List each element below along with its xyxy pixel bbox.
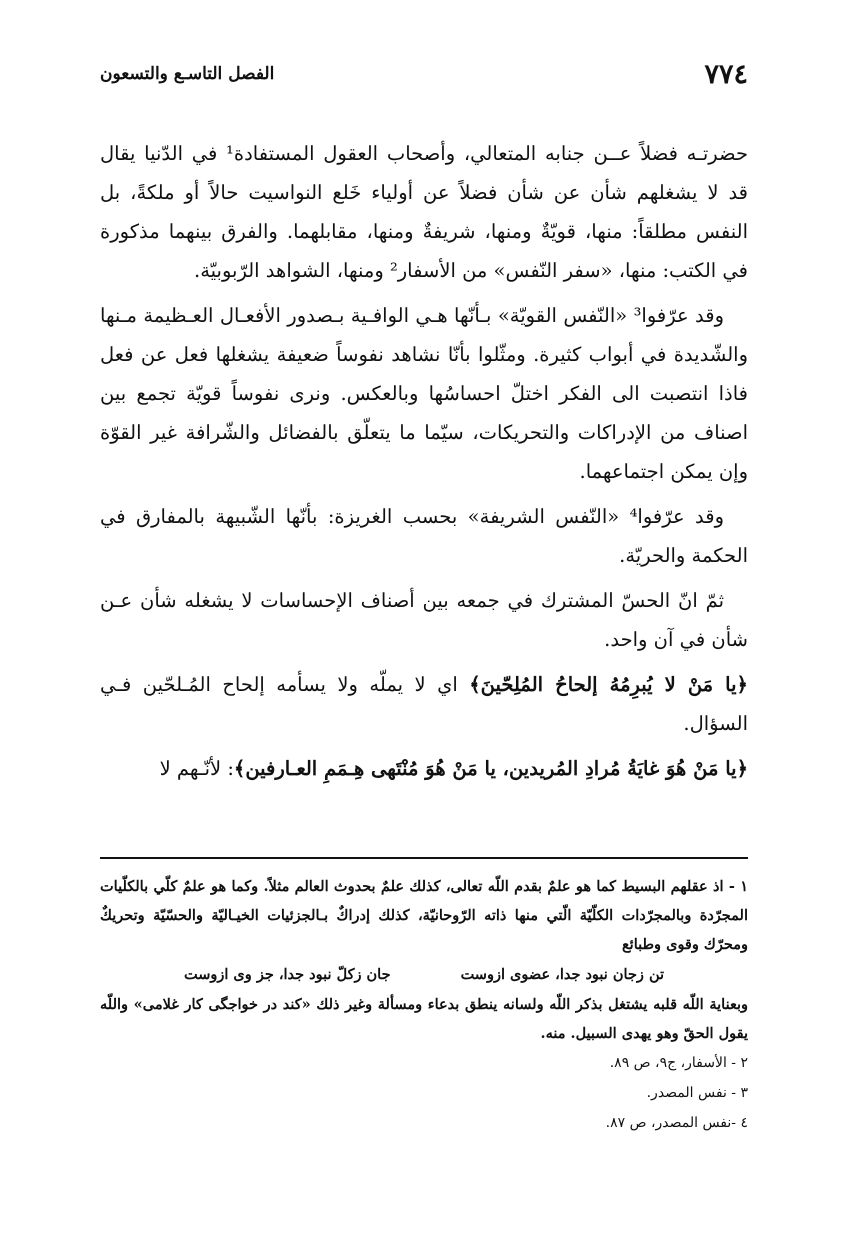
paragraph-1: حضرتـه فضلاً عــن جنابه المتعالي، وأصحاب العقول المستفادة¹ في الدّنيا يقال قد لا يشغلهم شأن عن شأن فضلاً عن أولياء خَلع النواسيت حالاً أو ملكةً، بل النفس مطلقاً: منها، قويّةٌ ومنها، شريفةٌ ومنها، مقابلهما. والفرق بينهما مذكورة في الكتب: منها، «سفر النّفس» من الأسفار² ومنها، الشواهد الرّبوبيّة. bbox=[100, 142, 749, 282]
paragraph-6 bbox=[100, 749, 748, 788]
paragraph-6-commentary: : لأنّـهم لا bbox=[159, 757, 234, 780]
footnote-3: ٣ - نفس المصدر. bbox=[646, 1085, 748, 1101]
quranic-quote-1: ﴿يا مَنْ لا يُبرِمُهُ إلحاحُ المُلِحّينَ﴾ bbox=[469, 673, 748, 696]
paragraph-5-commentary: اي لا يملّه ولا يسأمه إلحاح المُـلحّين فـي السؤال. bbox=[100, 673, 748, 735]
paragraph-2: وقد عرّفوا³ «النّفس القويّة» بـأنّها هـي الوافـية بـصدور الأفعـال العـظيمة مـنها والشّديدة في أبواب كثيرة. ومثّلوا بأنّا نشاهد نفوساً ضعيفة يشغلها فعل عن فعل فاذا انتصبت الى الفكر اختلّ احساسُها وبالعكس. ونرى نفوساً قويّة تجمع بين اصناف من الإدراكات والتحريكات، سيّما ما يتعلّق بالفضائل والشّرافة غير القوّة وإن يمكن اجتماعهما. bbox=[100, 304, 748, 483]
main-text bbox=[100, 134, 748, 794]
quranic-quote-2: ﴿يا مَنْ هُوَ غايَةُ مُرادِ المُريدين، يا مَنْ هُوَ مُنْتَهى هِـمَمِ العـارفين﴾ bbox=[233, 757, 748, 780]
verse-hemistich-left: جان زكلّ نبود جدا، جز وى ازوست bbox=[183, 966, 391, 983]
verse-hemistich-right: تن زجان نبود جدا، عضوى ازوست bbox=[460, 966, 665, 983]
footnotes bbox=[100, 872, 748, 1138]
paragraph-4: ثمّ انّ الحسّ المشترك في جمعه بين أصناف الإحساسات لا يشغله شأن عـن شأن في آن واحد. bbox=[100, 589, 748, 651]
chapter-title: الفصل التاسـع والتسعون bbox=[100, 64, 275, 84]
footnote-1-continued: وبعناية اللّه قلبه يشتغل بذكر اللّه ولسانه ينطق بدعاء ومسألة وغير ذلك «كند در خواجگى كار غلامى» واللّه يقول الحقّ وهو يهدى السبيل. منه. bbox=[100, 996, 748, 1042]
persian-verse bbox=[100, 959, 748, 990]
paragraph-5 bbox=[100, 665, 748, 743]
paragraph-3: وقد عرّفوا⁴ «النّفس الشريفة» بحسب الغريزة: بأنّها الشّبيهة بالمفارق في الحكمة والحريّة. bbox=[100, 505, 748, 567]
page-header bbox=[100, 56, 748, 92]
footnote-4: ٤ -نفس المصدر، ص ٨٧. bbox=[605, 1115, 748, 1131]
page-number: ٧٧٤ bbox=[704, 58, 748, 90]
footnote-1: ١ - اذ عقلهم البسيط كما هو علمٌ بقدم اللّه تعالى، كذلك علمٌ بحدوث العالم مثلاً. وكما هو علمٌ كلّي بالكلّيات المجرّدة وبالمجرّدات الكلّيّة الّتي منها ذاته الرّوحانيّة، كذلك إدراكٌ بـالجزئيات الخيـاليّة والحسّيّة وتحريكٌ ومحرّك وقوى وطبائع bbox=[100, 878, 748, 953]
footnote-divider bbox=[100, 857, 748, 859]
footnote-2: ٢ - الأسفار، ج٩، ص ٨٩. bbox=[609, 1055, 748, 1071]
